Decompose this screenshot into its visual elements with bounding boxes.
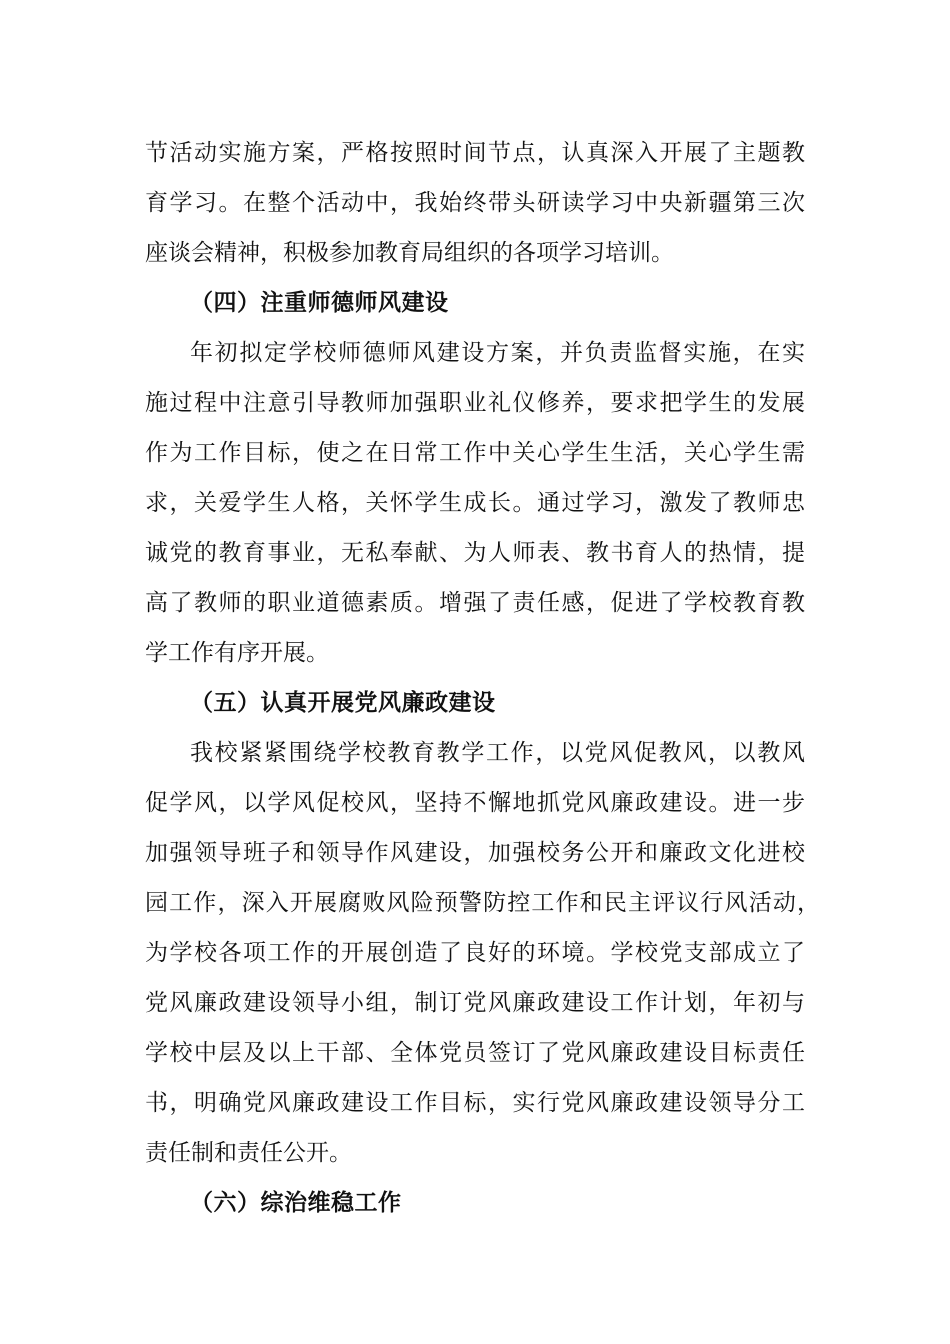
text-line: 加强领导班子和领导作风建设，加强校务公开和廉政文化进校 <box>145 840 805 866</box>
text-line: 促学风，以学风促校风，坚持不懈地抓党风廉政建设。进一步 <box>145 790 805 816</box>
text-line: 育学习。在整个活动中，我始终带头研读学习中央新疆第三次 <box>145 190 805 216</box>
section-heading: （五）认真开展党风廉政建设 <box>190 690 496 716</box>
text-line: 党风廉政建设领导小组，制订党风廉政建设工作计划，年初与 <box>145 990 805 1016</box>
text-line: 年初拟定学校师德师风建设方案，并负责监督实施，在实 <box>190 340 805 366</box>
text-line: 高了教师的职业道德素质。增强了责任感，促进了学校教育教 <box>145 590 805 616</box>
section-heading: （六）综治维稳工作 <box>190 1190 402 1216</box>
text-line: 学工作有序开展。 <box>145 640 329 666</box>
text-line: 学校中层及以上干部、全体党员签订了党风廉政建设目标责任 <box>145 1040 805 1066</box>
text-line: 我校紧紧围绕学校教育教学工作，以党风促教风，以教风 <box>190 740 805 766</box>
text-line: 为学校各项工作的开展创造了良好的环境。学校党支部成立了 <box>145 940 805 966</box>
text-line: 座谈会精神，积极参加教育局组织的各项学习培训。 <box>145 240 674 266</box>
text-line: 责任制和责任公开。 <box>145 1140 352 1166</box>
text-line: 作为工作目标，使之在日常工作中关心学生生活，关心学生需 <box>145 440 805 466</box>
text-line: 园工作，深入开展腐败风险预警防控工作和民主评议行风活动， <box>145 890 820 916</box>
text-line: 节活动实施方案，严格按照时间节点，认真深入开展了主题教 <box>145 140 805 166</box>
text-line: 诚党的教育事业，无私奉献、为人师表、教书育人的热情，提 <box>145 540 805 566</box>
text-line: 施过程中注意引导教师加强职业礼仪修养，要求把学生的发展 <box>145 390 805 416</box>
text-line: 书，明确党风廉政建设工作目标，实行党风廉政建设领导分工 <box>145 1090 805 1116</box>
text-line: 求，关爱学生人格，关怀学生成长。通过学习，激发了教师忠 <box>145 490 805 516</box>
section-heading: （四）注重师德师风建设 <box>190 290 449 316</box>
